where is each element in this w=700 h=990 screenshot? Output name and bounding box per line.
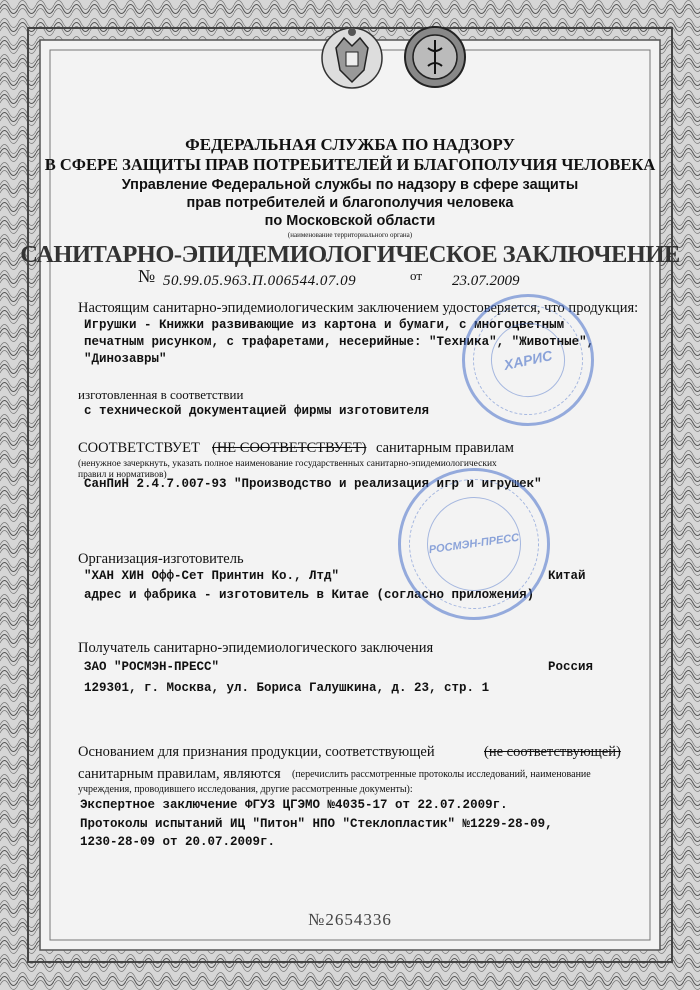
recipient-label: Получатель санитарно-эпидемиологического заключения [78,640,434,656]
certificate-number: 50.99.05.963.П.006544.07.09 [163,273,357,289]
made-per-value: с технической документацией фирмы изготовителя [84,404,430,418]
recipient-name: ЗАО "РОСМЭН-ПРЕСС" [84,660,220,674]
basis-line-2: санитарным правилам, являются [78,766,281,782]
stamp-bottom-text: РОСМЭН-ПРЕСС [428,531,520,557]
department-line-2: прав потребителей и благополучия человека [186,195,514,211]
recipient-address: 129301, г. Москва, ул. Бориса Галушкина, д. 23, стр. 1 [84,681,490,695]
manufacturer-country: Китай [548,569,586,583]
product-intro: Настоящим санитарно-эпидемиологическим заключением удостоверяется, что продукция: [78,300,639,316]
basis-line-1-struck: (не соответствующей) [484,744,621,760]
certificate-date: 23.07.2009 [452,273,520,289]
number-label: № [138,266,156,286]
department-caption: (наименование территориального органа) [287,231,413,239]
basis-value-2: Протоколы испытаний ИЦ "Питон" НПО "Стеклопластик" №1229-28-09, [80,817,553,831]
agency-line-1: ФЕДЕРАЛЬНАЯ СЛУЖБА ПО НАДЗОРУ [185,135,515,154]
date-label: от [410,268,423,283]
conformity-caption-1: (ненужное зачеркнуть, указать полное наименование государственных санитарно-эпидемиологических [78,459,497,469]
basis-value-3: 1230-28-09 от 20.07.2009г. [80,835,276,849]
manufacturer-label: Организация-изготовитель [78,551,244,567]
conformity-not-complies: (НЕ СООТВЕТСТВУЕТ) [212,440,367,456]
serial-number: №2654336 [308,910,392,929]
stamp-top-text: ХАРИС [502,347,554,373]
department-line-3: по Московской области [264,213,436,229]
basis-line-1: Основанием для признания продукции, соответствующей [78,744,435,760]
recipient-country: Россия [548,660,594,674]
basis-value-1: Экспертное заключение ФГУЗ ЦГЭМО №4035-17 от 22.07.2009г. [80,798,508,812]
document-title: САНИТАРНО-ЭПИДЕМИОЛОГИЧЕСКОЕ ЗАКЛЮЧЕНИЕ [20,241,680,268]
conformity-complies: СООТВЕТСТВУЕТ [78,440,200,456]
manufacturer-name: "ХАН ХИН Офф-Сет Принтин Ко., Лтд" [84,569,340,583]
basis-caption-2: учреждения, проводившего исследования, другие рассмотренные документы): [78,784,413,795]
made-per-label: изготовленная в соответствии [78,387,244,402]
department-line-1: Управление Федеральной службы по надзору в сфере защиты [121,177,579,193]
product-line-1: Игрушки - Книжки развивающие из картона и бумаги, с многоцветным [84,318,565,332]
conformity-caption-2: правил и нормативов) [78,470,167,480]
conformity-rules: санитарным правилам [376,440,514,456]
product-line-2: печатным рисунком, с трафаретами, несерийные: "Техника", "Животные", [84,335,595,349]
medical-emblem-icon [400,22,470,92]
manufacturer-address: адрес и фабрика - изготовитель в Китае (согласно приложения) [84,588,535,602]
basis-caption-1: (перечислить рассмотренные протоколы исследований, наименование [292,769,591,780]
product-line-3: "Динозавры" [84,352,167,366]
conformity-value: СанПиН 2.4.7.007-93 "Производство и реализация игр и игрушек" [84,477,542,491]
state-emblem-icon [318,20,386,98]
agency-line-2: В СФЕРЕ ЗАЩИТЫ ПРАВ ПОТРЕБИТЕЛЕЙ И БЛАГОПОЛУЧИЯ ЧЕЛОВЕКА [44,155,656,174]
